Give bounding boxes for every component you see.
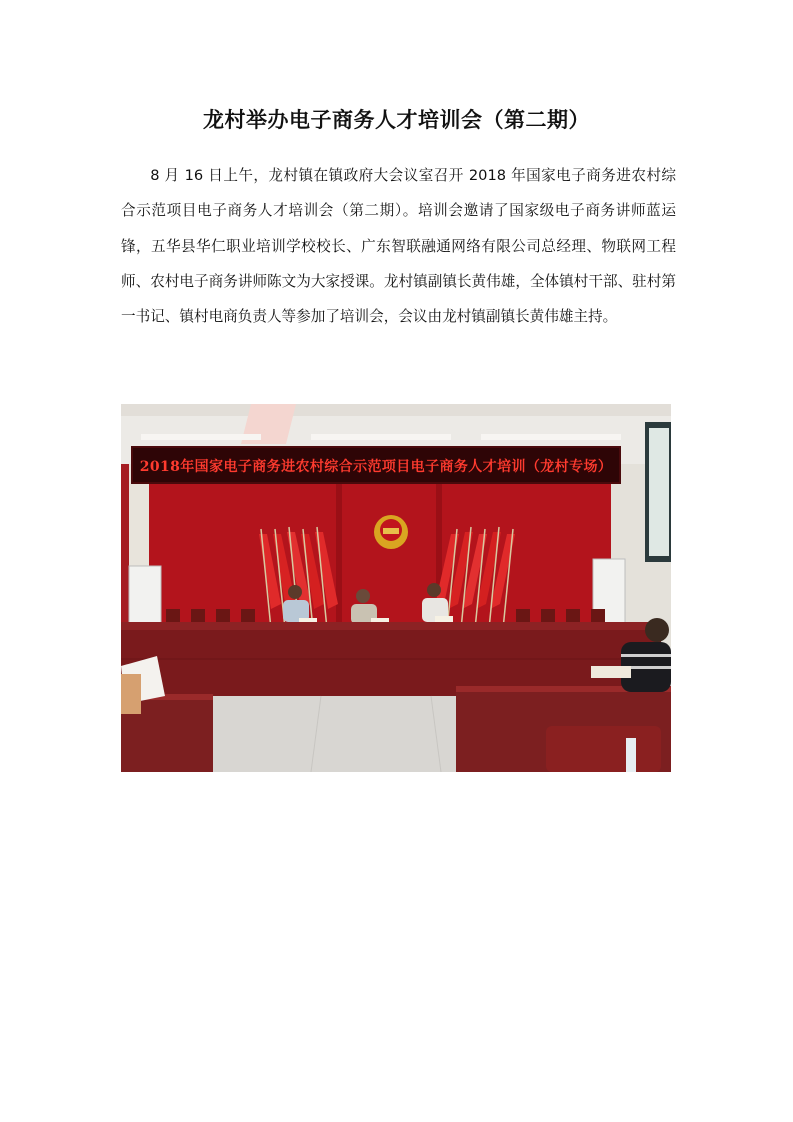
presidium-table-top — [121, 622, 661, 630]
article-body — [121, 158, 676, 334]
led-banner-text: 2018年国家电子商务进农村综合示范项目电子商务人才培训（龙村专场） — [139, 459, 613, 475]
chair — [546, 726, 661, 772]
article-paragraph: 8 月 16 日上午，龙村镇在镇政府大会议室召开 2018 年国家电子商务进农村综合示范项目电子商务人才培训会（第二期）。培训会邀请了国家级电子商务讲师蓝运锋，五华县华仁职业培训学校校长、广东智联融通网络有限公司总经理、物联网工程师、农村电子商务讲师陈文为大家授课。龙村镇副镇长黄伟雄，全体镇村干部、驻村第一书记、镇村电商负责人等参加了培训会，会议由龙村镇副镇长黄伟雄主持。 — [121, 167, 676, 326]
meeting-photo — [121, 404, 671, 772]
article-title: 龙村举办电子商务人才培训会（第二期） — [203, 108, 590, 132]
